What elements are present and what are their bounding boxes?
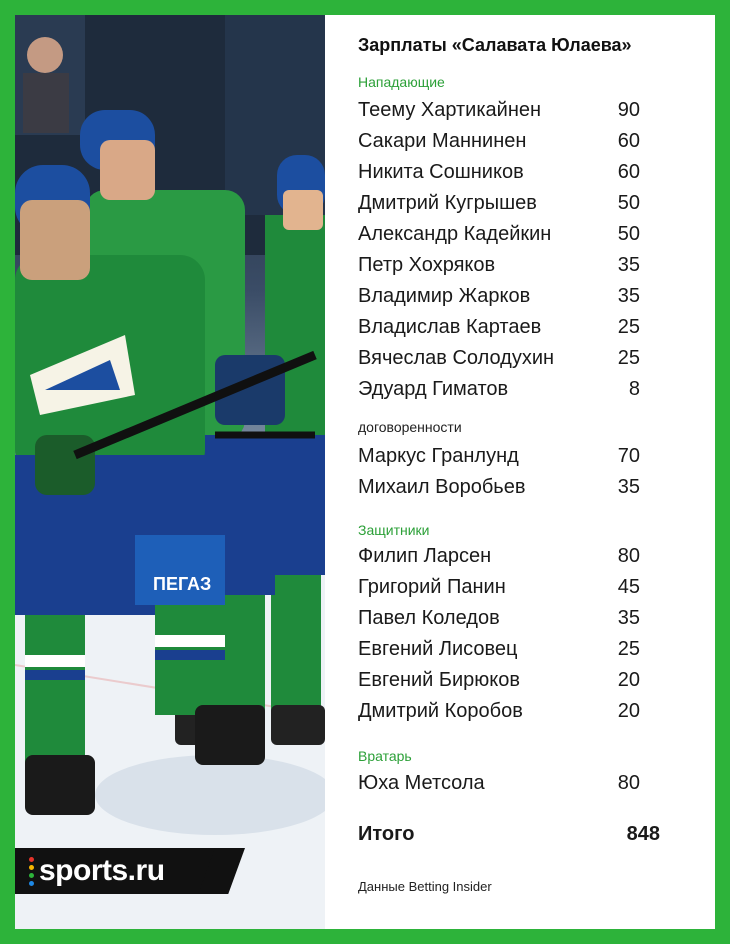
- player-name: Вячеслав Солодухин: [358, 347, 555, 369]
- salary-table: [358, 15, 698, 929]
- player-name: Владислав Картаев: [358, 316, 542, 338]
- player-name: Александр Кадейкин: [358, 223, 552, 245]
- section-label-agreements: договоренности: [358, 419, 462, 435]
- table-row: [358, 545, 678, 573]
- table-row: [358, 576, 678, 604]
- salary-value: 90: [617, 99, 640, 121]
- table-row: [358, 192, 678, 220]
- total-label: Итого: [358, 823, 415, 845]
- player-name: Теему Хартикайнен: [358, 99, 542, 121]
- salary-value: 8: [628, 378, 640, 400]
- player-name: Павел Коледов: [358, 607, 500, 629]
- table-row: [358, 254, 678, 282]
- salary-value: 60: [617, 161, 640, 183]
- section-label-forwards: Нападающие: [358, 74, 445, 90]
- table-row: [358, 772, 678, 800]
- salary-value: 70: [617, 445, 640, 467]
- page-title: Зарплаты «Салавата Юлаева»: [358, 35, 632, 55]
- section-label-goalie: Вратарь: [358, 748, 412, 764]
- table-row: [358, 638, 678, 666]
- logo-dot: [29, 873, 34, 878]
- table-row: [358, 99, 678, 127]
- infographic-card: [15, 15, 715, 929]
- logo-dot: [29, 857, 34, 862]
- salary-value: 35: [617, 476, 640, 498]
- player-name: Михаил Воробьев: [358, 476, 526, 498]
- salary-value: 20: [617, 700, 640, 722]
- player-name: Евгений Лисовец: [358, 638, 518, 660]
- salary-value: 20: [617, 669, 640, 691]
- salary-value: 50: [617, 192, 640, 214]
- player-name: Григорий Панин: [358, 576, 506, 598]
- salary-value: 35: [617, 254, 640, 276]
- salary-value: 35: [617, 607, 640, 629]
- player-name: Юха Метсола: [358, 772, 485, 794]
- player-name: Сакари Маннинен: [358, 130, 527, 152]
- total-row: [358, 823, 678, 851]
- salary-value: 80: [617, 545, 640, 567]
- salary-value: 25: [617, 316, 640, 338]
- salary-value: 35: [617, 285, 640, 307]
- logo-text: sports.ru: [39, 854, 165, 887]
- player-name: Дмитрий Кугрышев: [358, 192, 537, 214]
- salary-value: 80: [617, 772, 640, 794]
- player-name: Евгений Бирюков: [358, 669, 521, 691]
- jersey-sponsor-text: ПЕГАЗ: [153, 574, 212, 594]
- sports-ru-logo: [15, 848, 227, 894]
- salary-value: 45: [617, 576, 640, 598]
- players-illustration: [15, 15, 325, 929]
- player-name: Петр Хохряков: [358, 254, 496, 276]
- player-name: Эдуард Гиматов: [358, 378, 509, 400]
- total-value: 848: [626, 823, 660, 845]
- player-name: Дмитрий Коробов: [358, 700, 523, 722]
- table-row: [358, 347, 678, 375]
- table-row: [358, 700, 678, 728]
- logo-dot: [29, 865, 34, 870]
- table-row: [358, 316, 678, 344]
- salary-value: 25: [617, 638, 640, 660]
- table-row: [358, 378, 678, 406]
- table-row: [358, 130, 678, 158]
- table-row: [358, 161, 678, 189]
- data-source-note: Данные Betting Insider: [358, 879, 492, 894]
- table-row: [358, 669, 678, 697]
- player-name: Владимир Жарков: [358, 285, 531, 307]
- table-row: [358, 607, 678, 635]
- table-row: [358, 445, 678, 473]
- hockey-players-photo: [15, 15, 325, 929]
- table-row: [358, 285, 678, 313]
- table-row: [358, 223, 678, 251]
- section-label-defenders: Защитники: [358, 522, 430, 538]
- salary-value: 60: [617, 130, 640, 152]
- salary-value: 50: [617, 223, 640, 245]
- player-name: Филип Ларсен: [358, 545, 492, 567]
- logo-dot: [29, 881, 34, 886]
- salary-value: 25: [617, 347, 640, 369]
- player-name: Никита Сошников: [358, 161, 524, 183]
- logo-dots-icon: [29, 857, 34, 886]
- table-row: [358, 476, 678, 504]
- player-name: Маркус Гранлунд: [358, 445, 519, 467]
